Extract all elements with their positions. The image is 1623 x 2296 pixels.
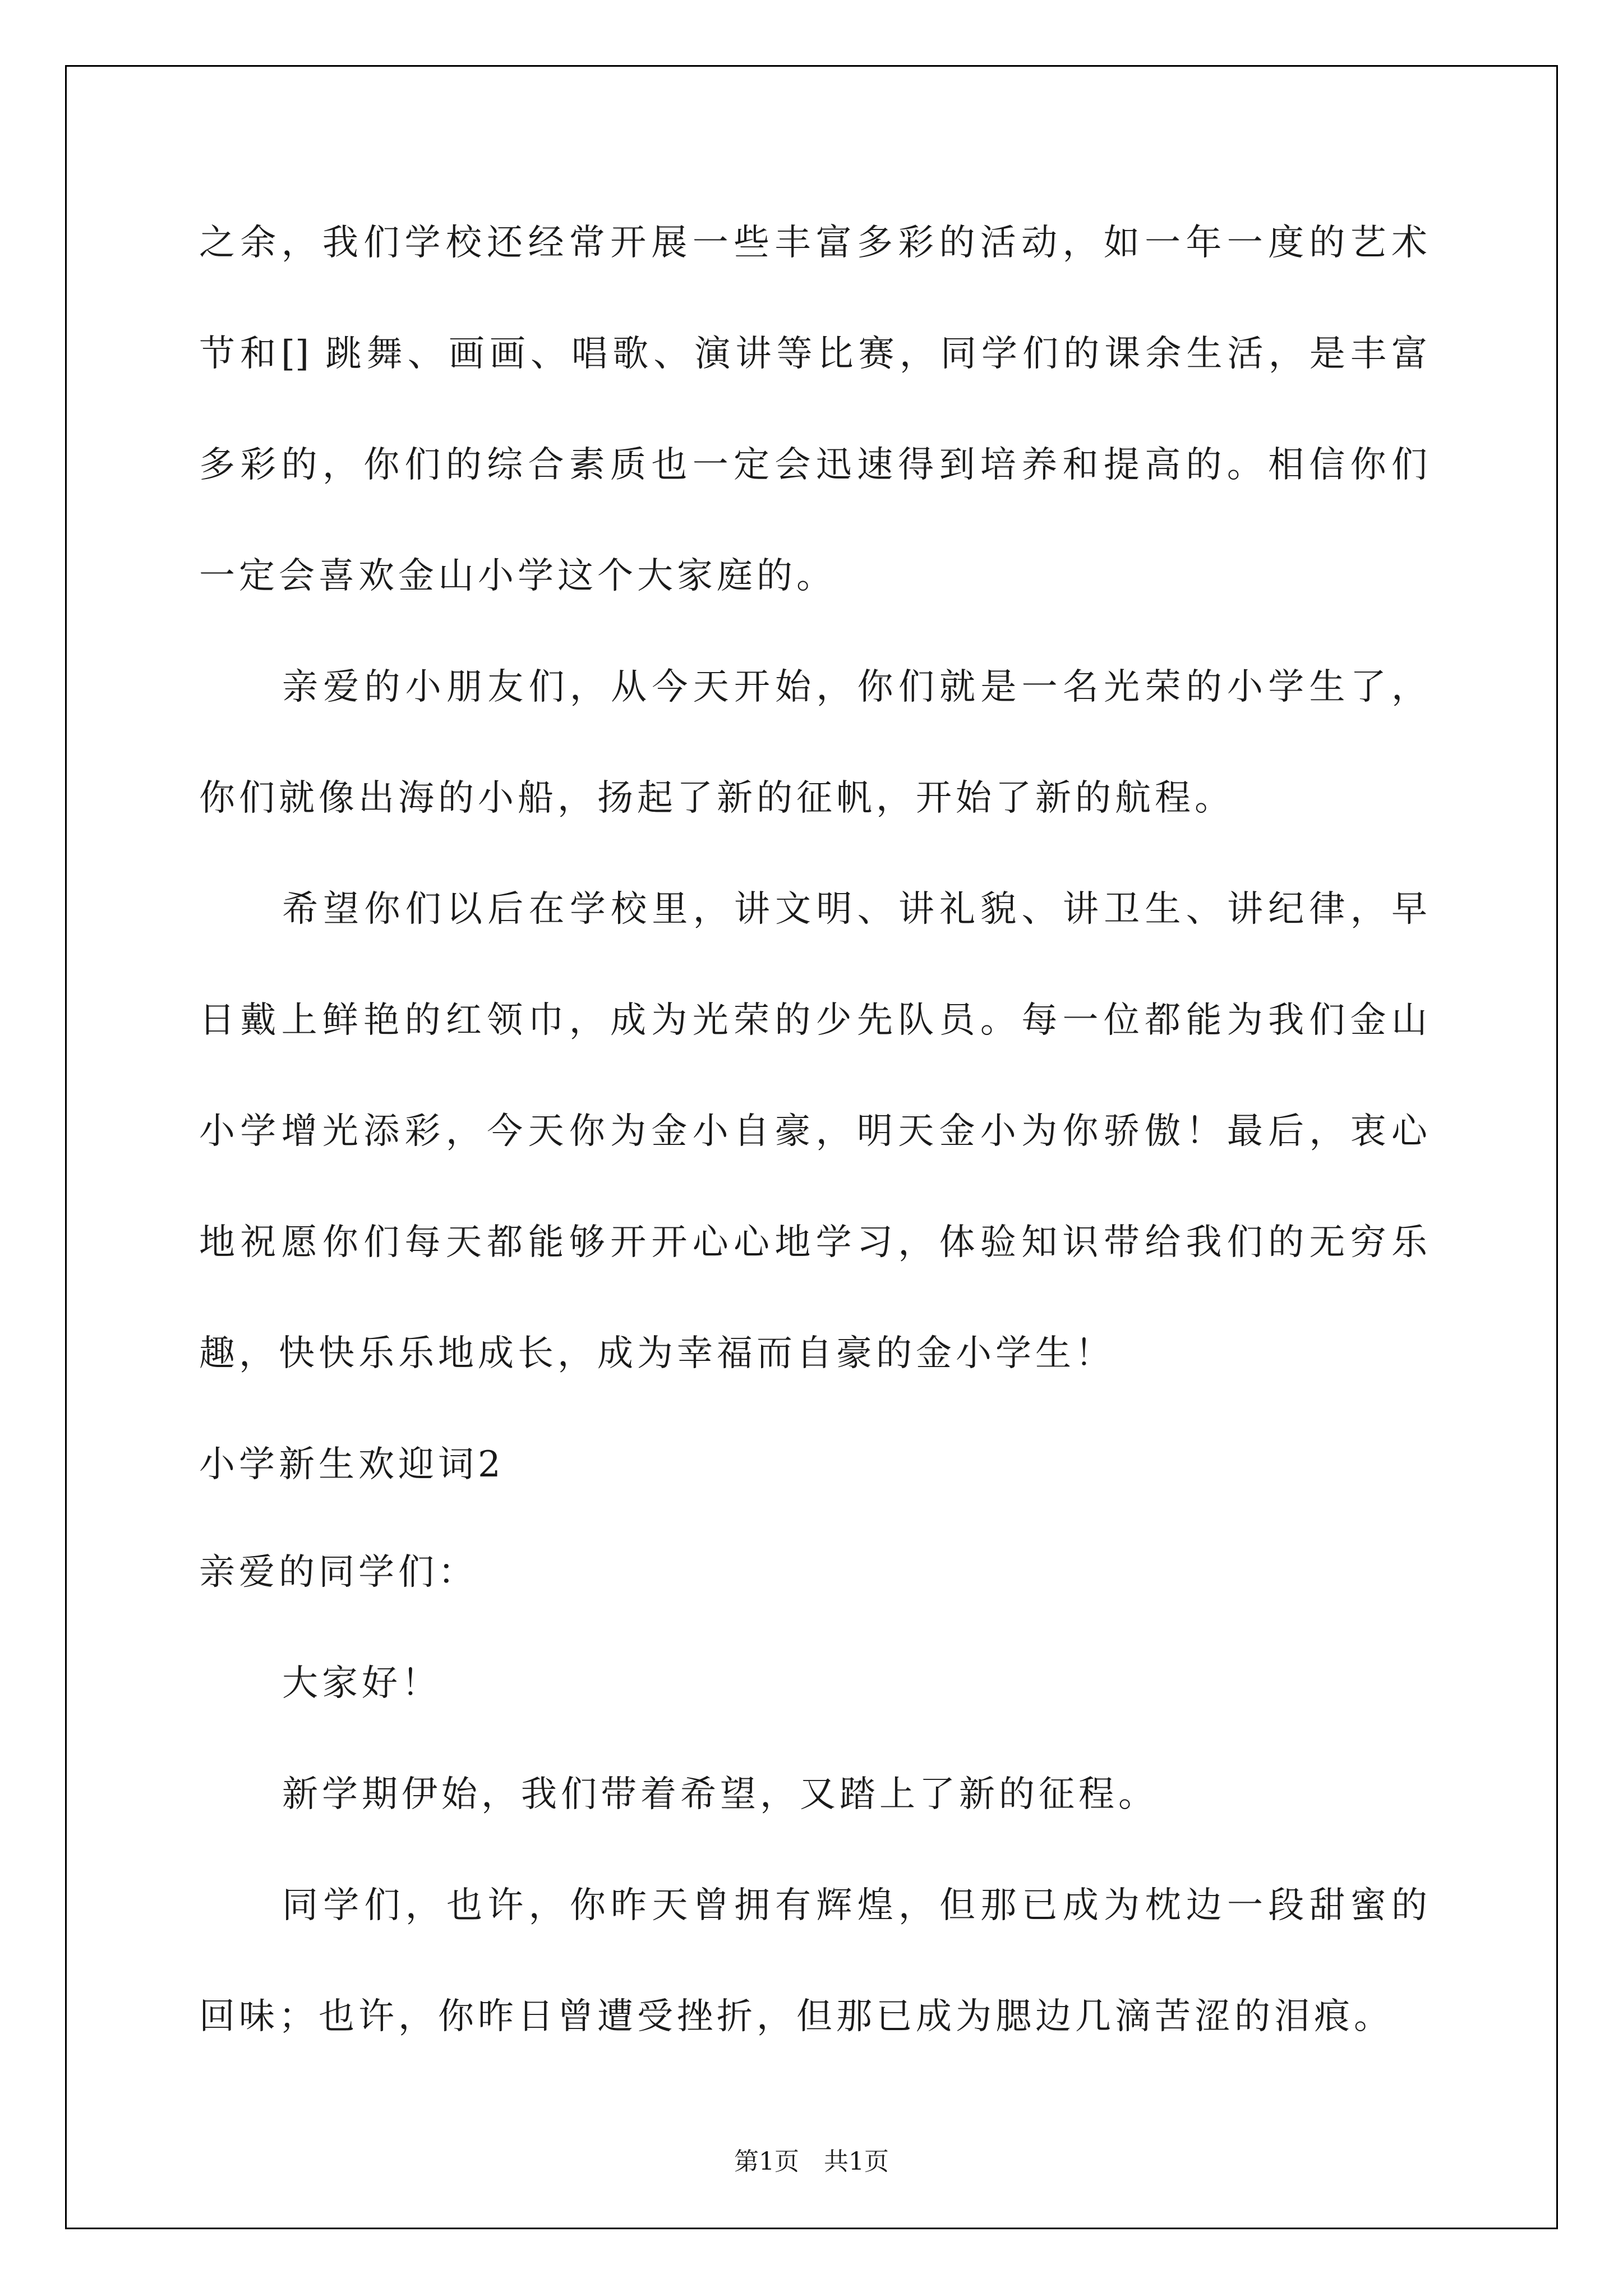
paragraph-line: 多彩的，你们的综合素质也一定会迅速得到培养和提高的。相信你们 xyxy=(199,444,1427,486)
section-heading: 小学新生欢迎词2 xyxy=(199,1444,505,1485)
page-footer: 第1页 共1页 xyxy=(734,2147,889,2176)
paragraph-line: 亲爱的小朋友们，从今天开始，你们就是一名光荣的小学生了， xyxy=(282,666,1427,708)
paragraph-line: 节和[] 跳舞、画画、唱歌、演讲等比赛，同学们的课余生活，是丰富 xyxy=(199,333,1427,375)
paragraph-line: 回味；也许，你昨日曾遭受挫折，但那已成为腮边几滴苦涩的泪痕。 xyxy=(199,1996,1394,2037)
paragraph-line: 小学增光添彩，今天你为金小自豪，明天金小为你骄傲！最后，衷心 xyxy=(199,1111,1427,1152)
paragraph-line: 同学们，也许，你昨天曾拥有辉煌，但那已成为枕边一段甜蜜的 xyxy=(282,1885,1427,1926)
paragraph-line: 你们就像出海的小船，扬起了新的征帆，开始了新的航程。 xyxy=(199,777,1234,819)
paragraph-line: 地祝愿你们每天都能够开开心心地学习，体验知识带给我们的无穷乐 xyxy=(199,1222,1427,1263)
greeting: 大家好！ xyxy=(282,1663,441,1704)
salutation: 亲爱的同学们： xyxy=(199,1552,478,1593)
paragraph-line: 一定会喜欢金山小学这个大家庭的。 xyxy=(199,555,836,597)
paragraph-line: 日戴上鲜艳的红领巾，成为光荣的少先队员。每一位都能为我们金山 xyxy=(199,1000,1427,1041)
paragraph-line: 趣，快快乐乐地成长，成为幸福而自豪的金小学生！ xyxy=(199,1333,1115,1374)
paragraph-line: 新学期伊始，我们带着希望，又踏上了新的征程。 xyxy=(282,1774,1158,1815)
paragraph-line: 希望你们以后在学校里，讲文明、讲礼貌、讲卫生、讲纪律，早 xyxy=(282,889,1427,930)
paragraph-line: 之余，我们学校还经常开展一些丰富多彩的活动，如一年一度的艺术 xyxy=(199,222,1427,264)
document-body xyxy=(199,222,1427,2106)
